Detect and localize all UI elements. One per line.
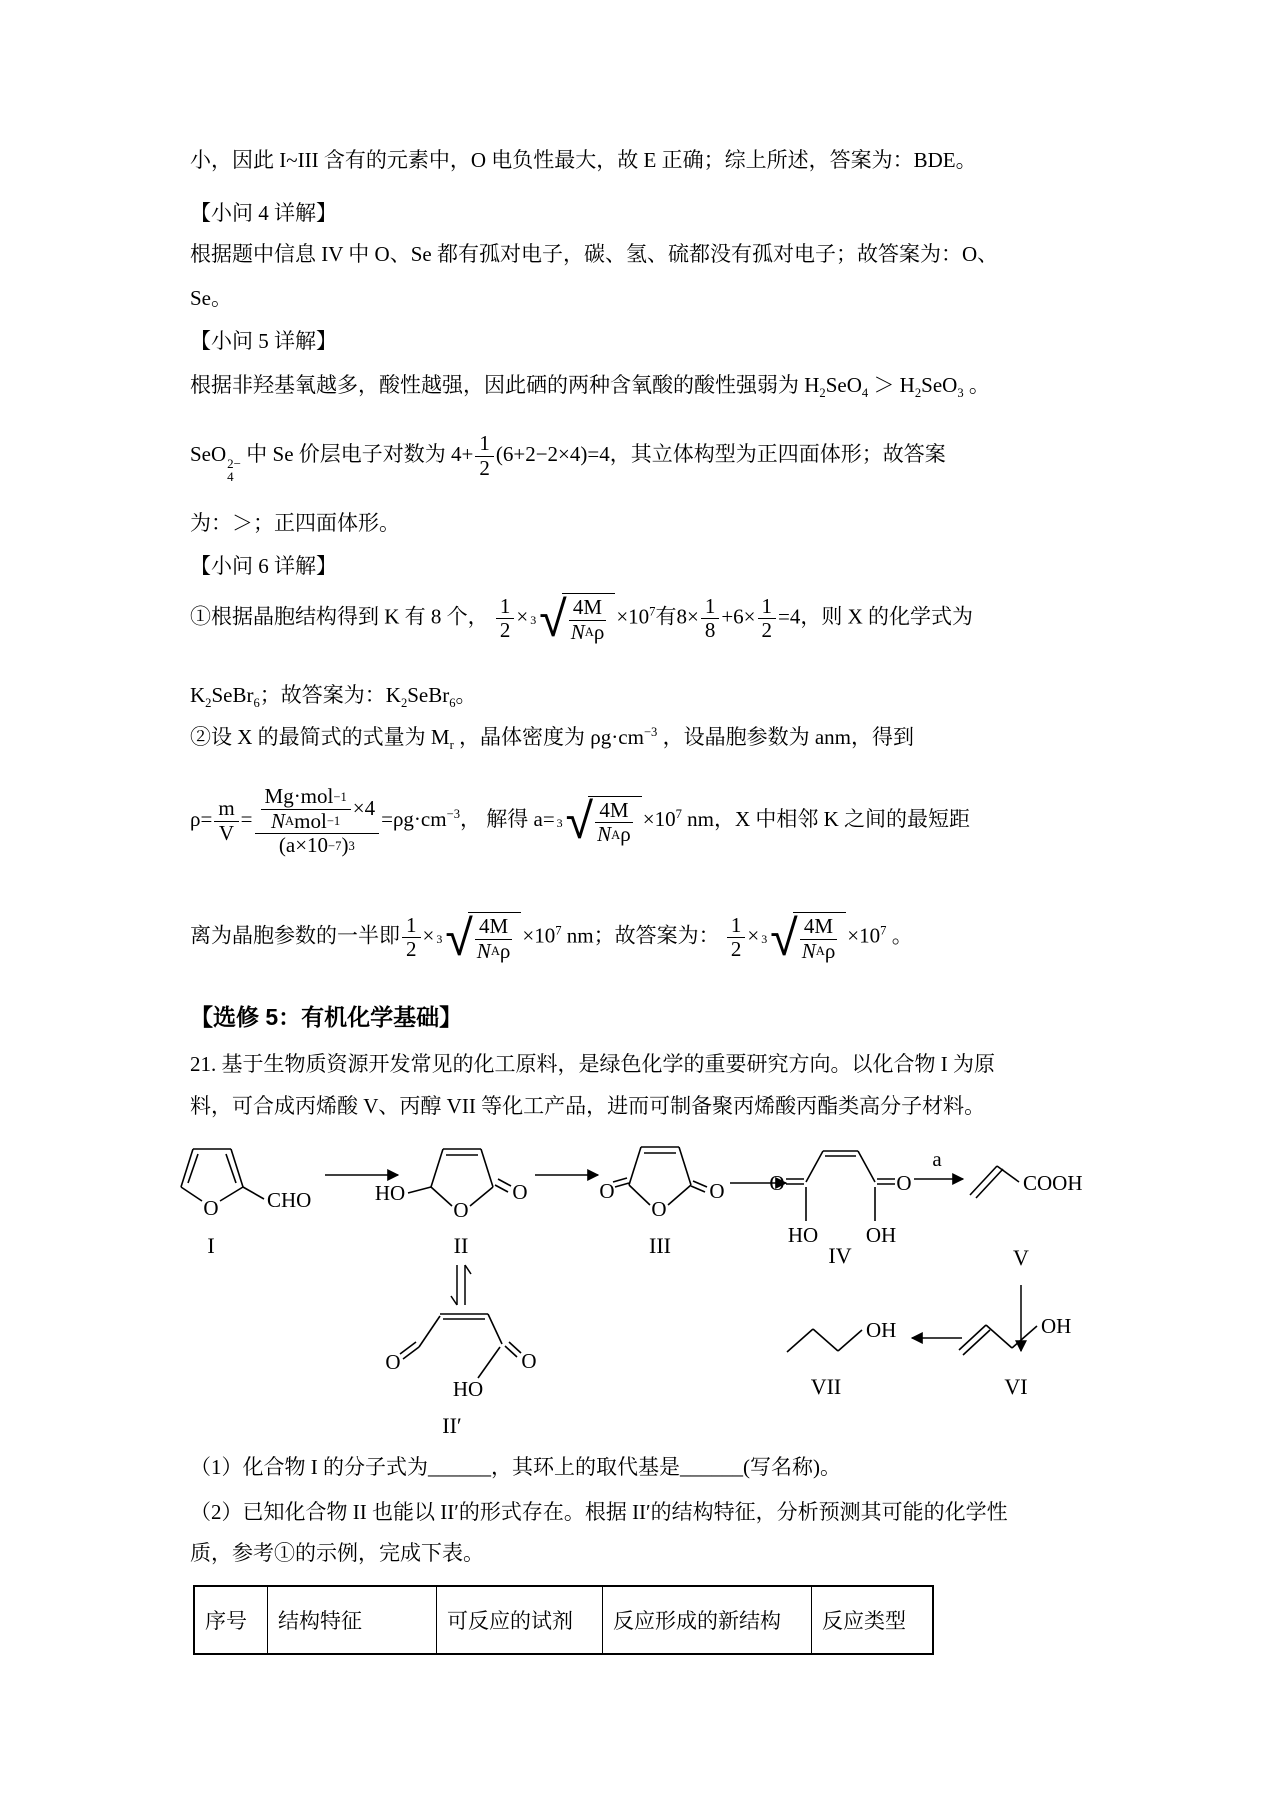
q6-explanation-line3: ②设 X 的最简式的式量为 $M_r$ ，晶体密度为 $\rho g\cdot cm^{-3}$ ，设晶胞参数为 anm，得到 bbox=[190, 725, 914, 753]
table-header-reaction-type: 反应类型 bbox=[812, 1586, 934, 1654]
oh-group-label: OH bbox=[1041, 1314, 1072, 1338]
ho-group-label: HO bbox=[374, 1181, 406, 1205]
reagent-a-label: a bbox=[932, 1147, 942, 1171]
compound-label-III: III bbox=[649, 1233, 671, 1258]
q6-explanation-line1: ①根据晶胞结构得到 K 有 8 个， $\frac{1}{2}$ × 3 √ 4M N A ρ $\times 10^7$有8× $\frac{1}{8}$ +6× $\frac{1}{2}$ =4，则 X 的化学式为 bbox=[190, 589, 974, 648]
oh-group-label: OH bbox=[866, 1318, 897, 1342]
sub-question-1: （1）化合物 I 的分子式为______，其环上的取代基是______(写名称)。 bbox=[190, 1455, 841, 1479]
subquestion-5-header: 【小问 5 详解】 bbox=[190, 329, 337, 353]
subquestion-4-header: 【小问 4 详解】 bbox=[190, 201, 337, 225]
oh-group-label: OH bbox=[865, 1223, 897, 1247]
o-atom-label: O bbox=[599, 1179, 615, 1203]
q4-explanation-line1: 根据题中信息 IV 中 O、Se 都有孤对电子，碳、氢、硫都没有孤对电子；故答案为：O、 bbox=[190, 242, 999, 266]
compound-label-VII: VII bbox=[810, 1374, 842, 1399]
ho-group-label: HO bbox=[787, 1223, 819, 1247]
equilibrium-arrows bbox=[451, 1265, 471, 1305]
elective-5-section-title: 【选修 5：有机化学基础】 bbox=[190, 1004, 463, 1030]
q6-density-formula-line: ρ= $\frac{m}{V}$ = Mg·mol −1 N A mol −1 ×4 (a×10 −7 ) 3 $=\rho g\cdot cm^{-3}$， 解得 a= 3 √ 4M N A ρ $\times 10^7$ nm，X 中相邻 K 之间的最短距 bbox=[190, 784, 971, 858]
q6-explanation-line2: $K_2SeBr_6$；故答案为：$K_2SeBr_6$。 bbox=[190, 683, 477, 711]
sub-question-2-line1: （2）已知化合物 II 也能以 II′的形式存在。根据 II′的结构特征，分析预测其可能的化学性 bbox=[190, 1500, 1008, 1524]
compound-label-V: V bbox=[1013, 1245, 1029, 1270]
o-atom-label: O bbox=[769, 1171, 785, 1195]
o-atom-label: O bbox=[521, 1349, 537, 1373]
o-atom-label: O bbox=[512, 1180, 528, 1204]
compound-label-VI: VI bbox=[1004, 1374, 1028, 1399]
q5-explanation-line1: 根据非羟基氧越多，酸性越强，因此硒的两种含氧酸的酸性强弱为 $H_2SeO_4 > H_2SeO_3$ 。 bbox=[190, 373, 990, 401]
o-atom-label: O bbox=[651, 1197, 667, 1221]
q5-explanation-line3: 为：＞；正四面体形。 bbox=[190, 511, 400, 535]
compound-label-II: II bbox=[453, 1233, 469, 1258]
q6-answer-formula-line: 离为晶胞参数的一半即 $\frac{1}{2}$ × 3 √ 4M N A ρ $\times 10^7$ nm；故答案为： $\frac{1}{2}$ × 3 √ 4M N A ρ $\times 10^7$ 。 bbox=[190, 908, 913, 967]
table-header-index: 序号 bbox=[194, 1586, 268, 1654]
question-21-line1: 21. 基于生物质资源开发常见的化工原料，是绿色化学的重要研究方向。以化合物 I 为原 bbox=[190, 1052, 995, 1076]
table-header-new-structure: 反应形成的新结构 bbox=[603, 1586, 812, 1654]
o-atom-label: O bbox=[896, 1171, 912, 1195]
question-21-line2: 料，可合成丙烯酸 V、丙醇 VII 等化工产品，进而可制备聚丙烯酸丙酯类高分子材料。 bbox=[190, 1094, 986, 1118]
compound-label-IV: IV bbox=[828, 1243, 852, 1268]
compound-label-II-prime: II′ bbox=[442, 1413, 462, 1438]
table-header-row bbox=[194, 1586, 933, 1654]
structure-V-acrylic-acid bbox=[970, 1166, 1019, 1198]
ho-group-label: HO bbox=[452, 1377, 484, 1401]
structure-VI-allyl-alcohol bbox=[959, 1325, 1037, 1355]
structure-I-furfural bbox=[181, 1149, 264, 1201]
structure-II-prime-open-chain bbox=[400, 1314, 521, 1378]
compound-label-I: I bbox=[207, 1233, 215, 1258]
o-atom-label: O bbox=[385, 1350, 401, 1374]
answer-line-bde: 小，因此 I~III 含有的元素中，O 电负性最大，故 E 正确；综上所述，答案为：BDE。 bbox=[190, 148, 977, 172]
o-atom-label: O bbox=[709, 1179, 725, 1203]
subquestion-6-header: 【小问 6 详解】 bbox=[190, 554, 337, 578]
reaction-scheme-diagram bbox=[150, 1135, 1150, 1447]
q5-explanation-line2: SeO 2− 4 中 Se 价层电子对数为 4+ $\frac{1}{2}$ (6+2−2×4)=4，其立体构型为正四面体形；故答案 bbox=[190, 431, 946, 485]
cooh-group-label: COOH bbox=[1023, 1171, 1083, 1195]
q4-explanation-line2: Se。 bbox=[190, 286, 232, 310]
structure-IV-maleic-acid bbox=[786, 1151, 895, 1221]
o-atom-label: O bbox=[203, 1196, 219, 1220]
cho-group-label: CHO bbox=[267, 1188, 312, 1212]
sub-question-2-line2: 质，参考①的示例，完成下表。 bbox=[190, 1541, 484, 1565]
structure-VII-propanol bbox=[787, 1329, 862, 1352]
table-header-reagent: 可反应的试剂 bbox=[437, 1586, 603, 1654]
o-atom-label: O bbox=[453, 1198, 469, 1222]
table-header-structure-feature: 结构特征 bbox=[268, 1586, 437, 1654]
reaction-prediction-table bbox=[193, 1585, 934, 1655]
